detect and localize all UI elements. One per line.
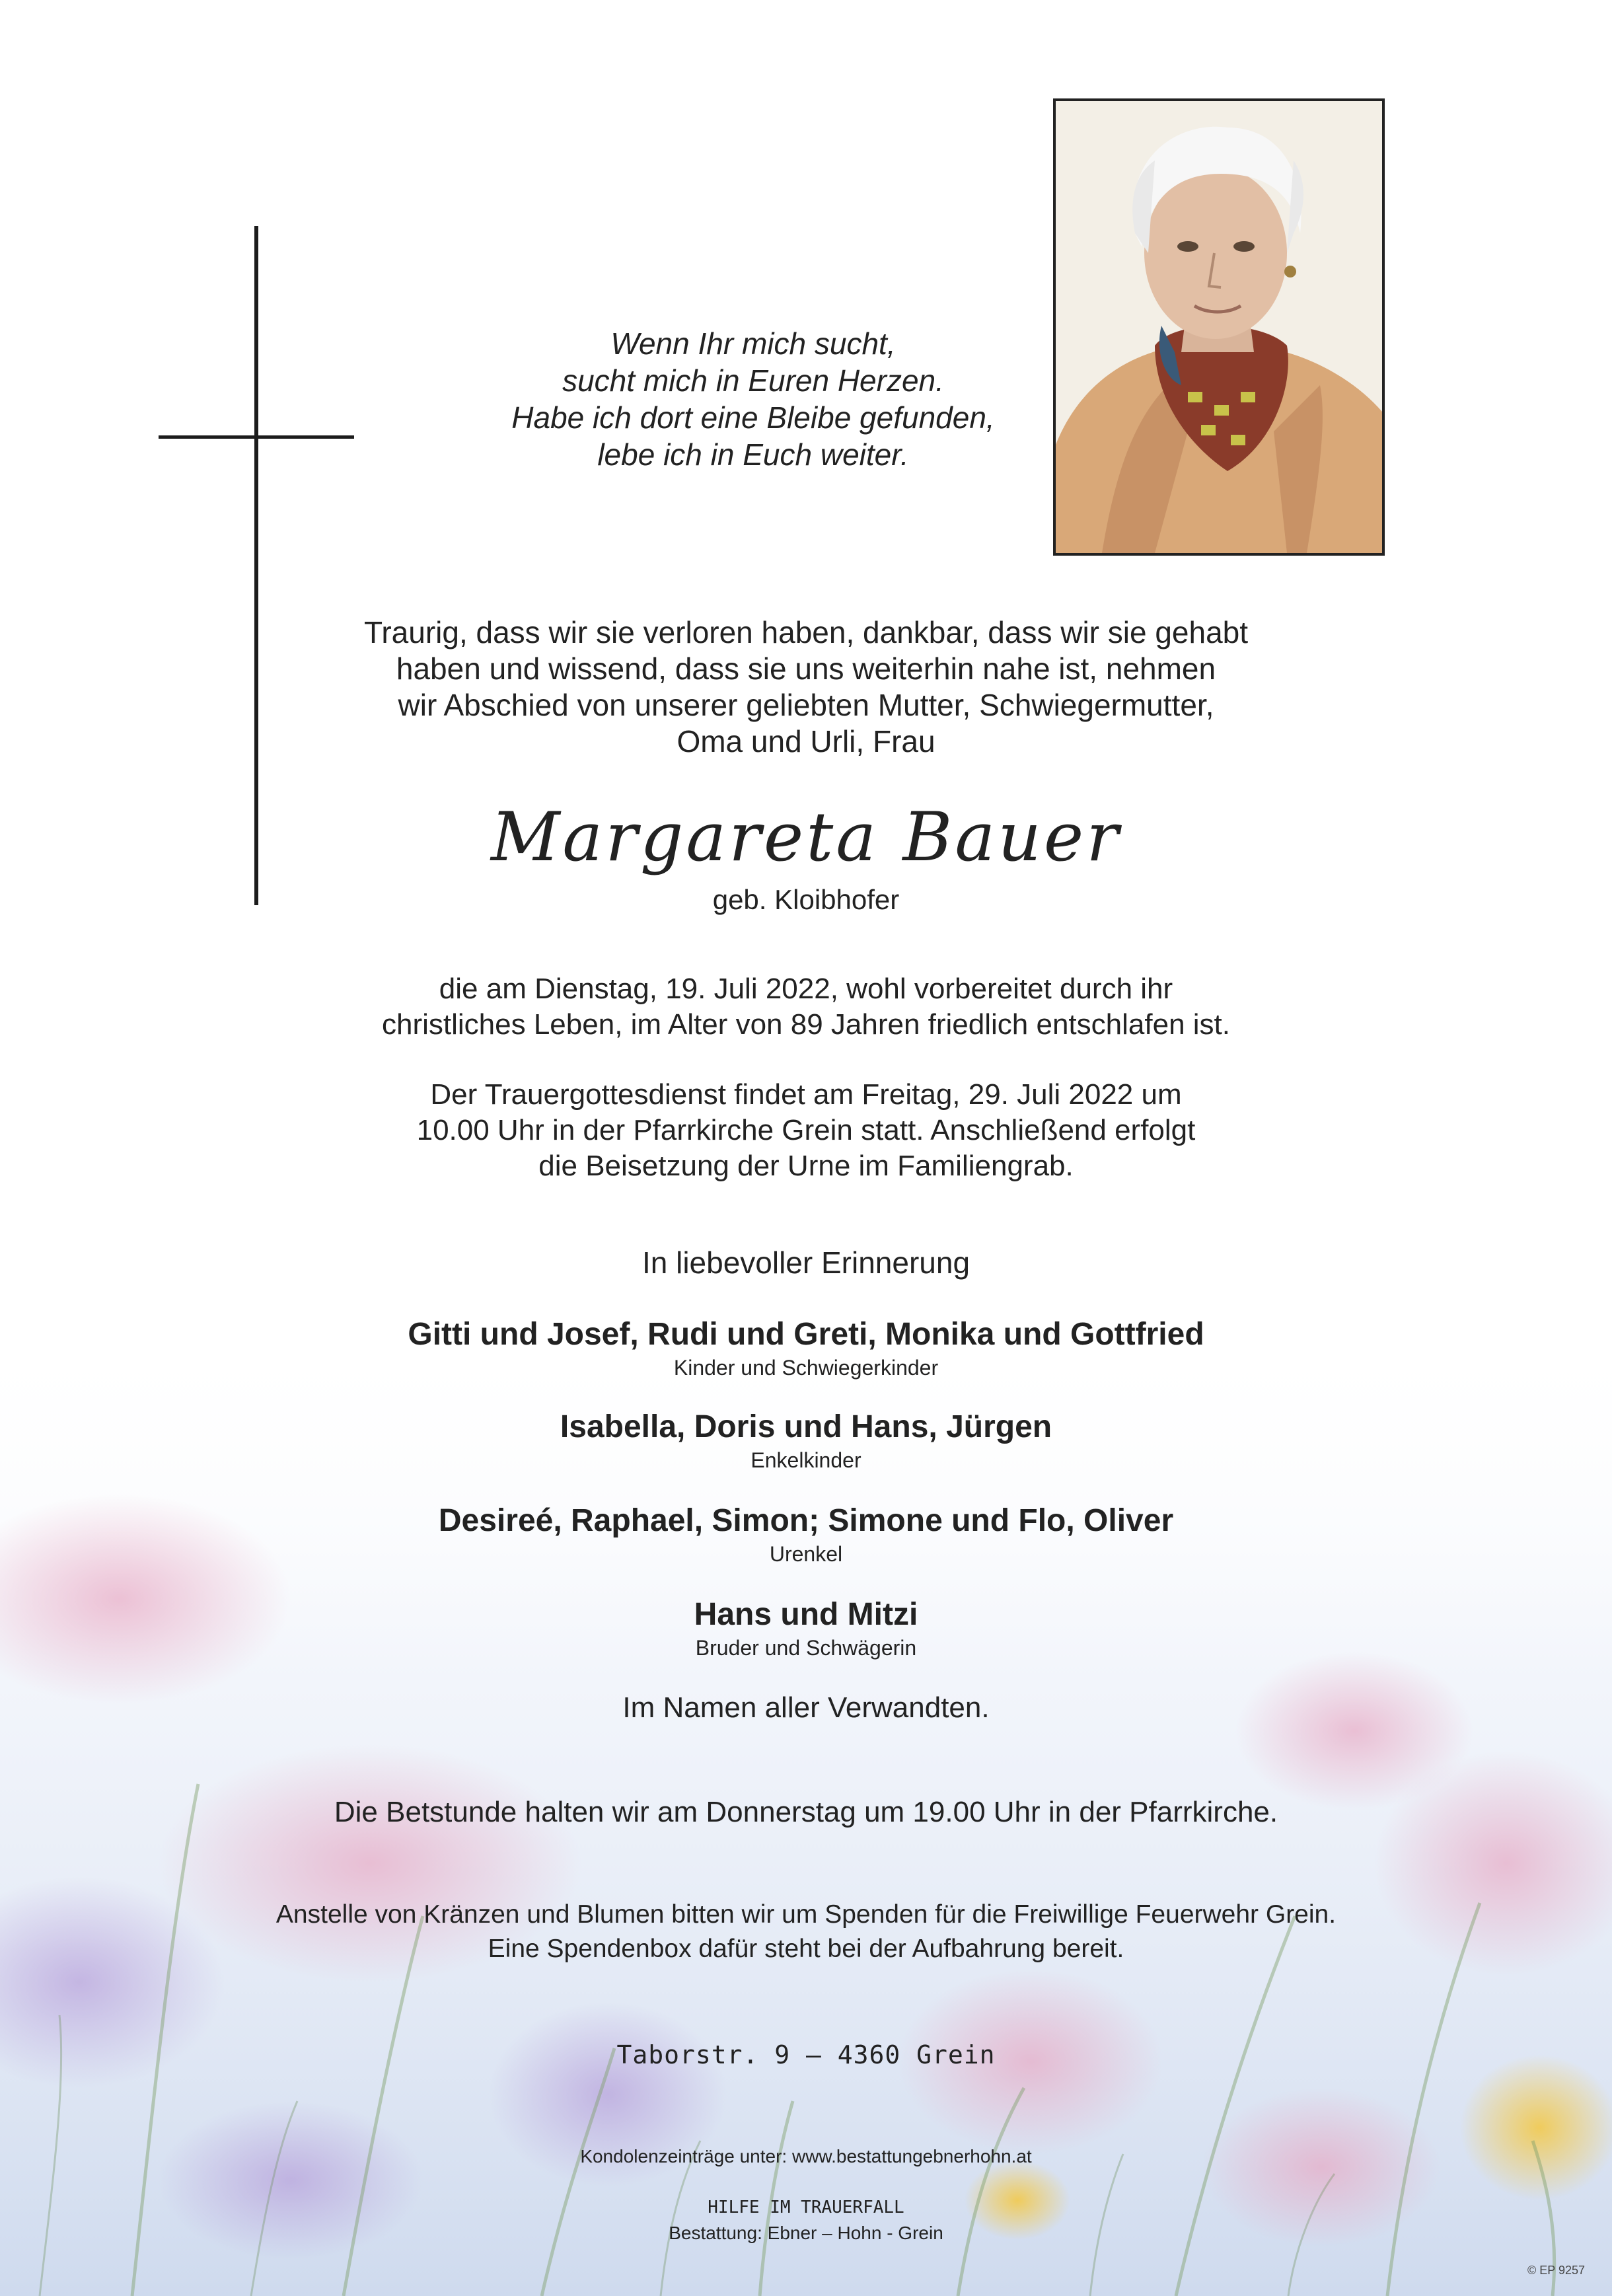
donation-line: Eine Spendenbox dafür steht bei der Aufbahrung bereit.: [488, 1935, 1124, 1963]
mourner-names: Desireé, Raphael, Simon; Simone und Flo, Oliver: [438, 1503, 1174, 1538]
memorial-poem: [423, 325, 1083, 473]
mourner-names: Gitti und Josef, Rudi und Greti, Monika und Gottfried: [408, 1317, 1204, 1352]
mourner-names: Isabella, Doris und Hans, Jürgen: [560, 1409, 1052, 1444]
mourner-role: Kinder und Schwiegerkinder: [673, 1356, 939, 1380]
mourner-group: [0, 1407, 1612, 1473]
print-code: [1527, 2264, 1585, 2277]
service-line: die Beisetzung der Urne im Familiengrab.: [538, 1150, 1074, 1182]
memory-heading: In liebevoller Erinnerung: [641, 1245, 971, 1280]
donation-notice: [0, 1898, 1612, 1966]
poem-line: lebe ich in Euch weiter.: [597, 437, 909, 472]
intro-line: Oma und Urli, Frau: [677, 724, 935, 759]
mourner-role: Urenkel: [769, 1542, 843, 1566]
help-heading: HILFE IM TRAUERFALL: [708, 2198, 904, 2217]
prayer-hour-notice: Die Betstunde halten wir am Donnerstag um 19.00 Uhr in der Pfarrkirche.: [334, 1796, 1278, 1828]
service-line: 10.00 Uhr in der Pfarrkirche Grein statt. Anschließend erfolgt: [416, 1114, 1196, 1146]
portrait-photo: [1053, 98, 1385, 556]
mourner-group: [0, 1595, 1612, 1661]
donation-line: Anstelle von Kränzen und Blumen bitten wir um Spenden für die Freiwillige Feuerwehr Grein.: [275, 1900, 1337, 1929]
deceased-name: Margareta Bauer: [490, 798, 1122, 877]
intro-line: haben und wissend, dass sie uns weiterhin nahe ist, nehmen: [396, 651, 1216, 686]
mourner-group: [0, 1501, 1612, 1567]
maiden-name: geb. Kloibhofer: [712, 884, 900, 915]
death-notice-line: die am Dienstag, 19. Juli 2022, wohl vorbereitet durch ihr: [439, 973, 1173, 1005]
mourner-names: Hans und Mitzi: [694, 1597, 918, 1632]
funeral-service-info: [0, 1077, 1612, 1184]
service-line: Der Trauergottesdienst findet am Freitag, 29. Juli 2022 um: [430, 1078, 1182, 1111]
undertaker-name: Bestattung: Ebner – Hohn - Grein: [669, 2223, 943, 2243]
poem-line: sucht mich in Euren Herzen.: [562, 363, 944, 398]
poem-line: Wenn Ihr mich sucht,: [610, 326, 896, 361]
death-notice-line: christliches Leben, im Alter von 89 Jahren friedlich entschlafen ist.: [382, 1008, 1230, 1041]
death-notice: [0, 971, 1612, 1043]
intro-line: Traurig, dass wir sie verloren haben, dankbar, dass wir sie gehabt: [363, 615, 1249, 649]
mourner-role: Bruder und Schwägerin: [695, 1636, 917, 1660]
cross-horizontal-bar: [159, 435, 354, 439]
print-code-text: © EP 9257: [1527, 2264, 1585, 2277]
intro-line: wir Abschied von unserer geliebten Mutter, Schwiegermutter,: [398, 688, 1214, 722]
portrait-image: [1056, 101, 1382, 553]
relatives-line: Im Namen aller Verwandten.: [622, 1691, 990, 1724]
mourner-group: [0, 1315, 1612, 1381]
condolence-url: Kondolenzeinträge unter: www.bestattungebnerhohn.at: [580, 2146, 1032, 2166]
mourner-role: Enkelkinder: [751, 1448, 861, 1472]
intro-paragraph: [0, 614, 1612, 760]
poem-line: Habe ich dort eine Bleibe gefunden,: [511, 400, 995, 435]
family-address: Taborstr. 9 – 4360 Grein: [616, 2040, 996, 2069]
